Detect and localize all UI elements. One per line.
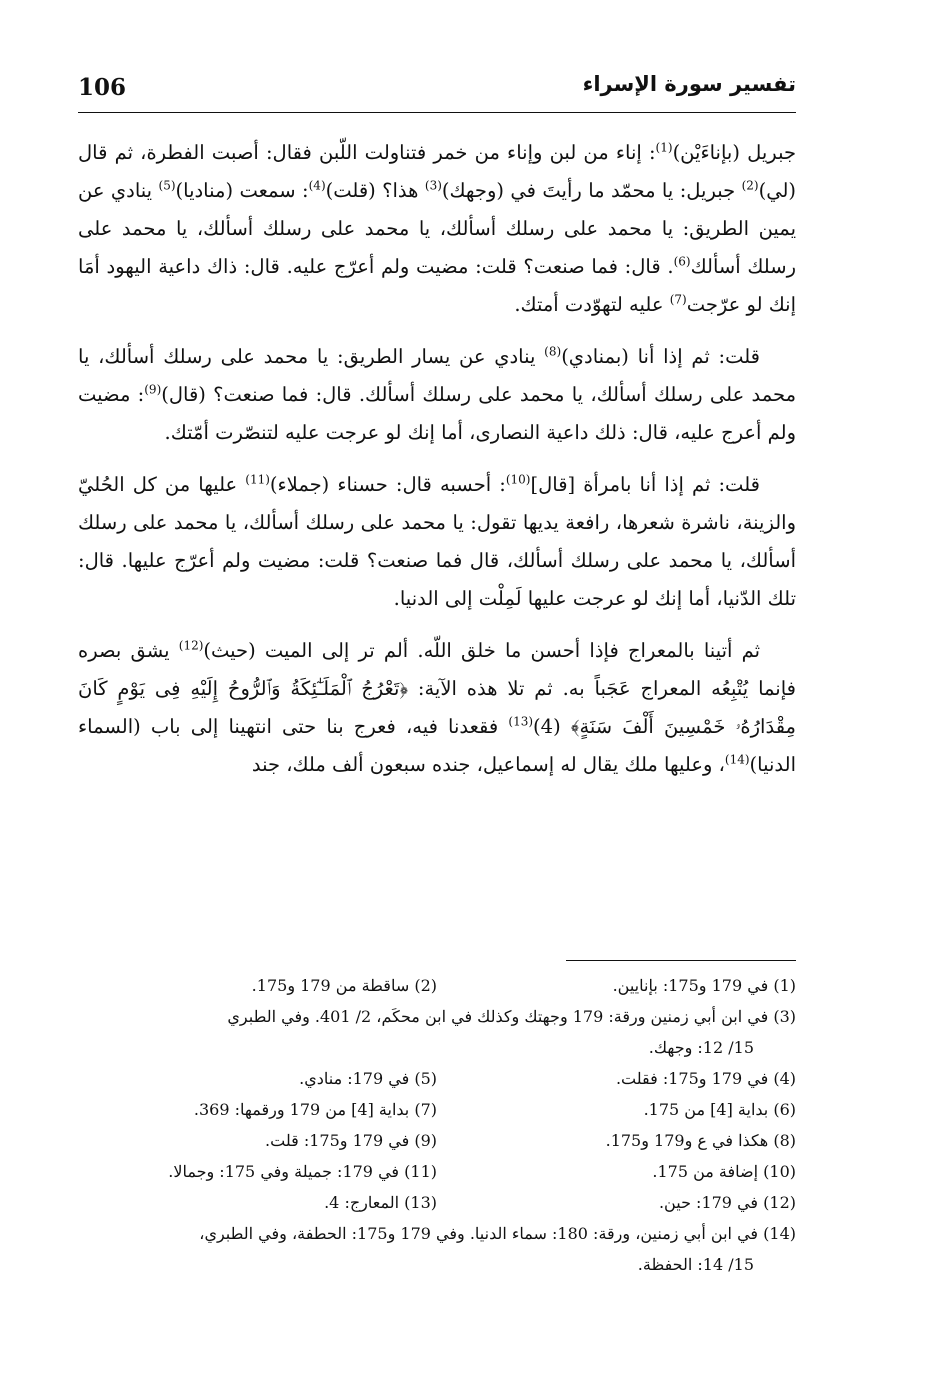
page-number: 106 bbox=[78, 74, 127, 101]
text-run: فقعدنا فيه، فعرج بنا حتى انتهينا إلى باب (السماء الدنيا) bbox=[78, 715, 796, 776]
footnote: (6) بداية [4] من 175. bbox=[643, 1100, 796, 1119]
footnote-reference: (11) bbox=[245, 472, 270, 487]
running-title: تفسير سورة الإسراء bbox=[582, 72, 796, 96]
footnote-reference: (14) bbox=[724, 752, 750, 767]
text-run: . قال: فما صنعت؟ قلت: مضيت ولم أعرّج عليه. قال: ذاك داعية اليهود أمَا إنك لو عرّجت bbox=[78, 255, 796, 316]
text-run: جبريل: يا محمّد ما رأيتَ في (وجهك) bbox=[441, 179, 742, 202]
footnote-continuation: 15/ 12: وجهك. bbox=[648, 1038, 754, 1057]
footnote-continuation: 15/ 14: الحفظة. bbox=[637, 1255, 754, 1274]
footnote-row bbox=[78, 1249, 796, 1280]
footnote: (10) إضافة من 175. bbox=[652, 1162, 796, 1181]
text-run: : مضيت ولم أعرج عليه، قال: ذلك داعية النصارى، أما إنك لو عرجت عليه لتنصّرت أمّتك. bbox=[78, 383, 796, 444]
footnote-reference: (8) bbox=[544, 344, 562, 359]
text-run: ينادي عن يسار الطريق: يا محمد على رسلك أسألك، يا محمد على رسلك أسألك، يا محمد على رسلك أسألك. قال: فما صنعت؟ (قال) bbox=[78, 345, 797, 406]
footnote-reference: (10) bbox=[505, 472, 531, 487]
footnote-row bbox=[78, 1032, 796, 1063]
footnote-separator bbox=[566, 960, 796, 961]
text-run: هذا؟ (قلت) bbox=[325, 179, 425, 202]
footnote: (7) بداية [4] من 179 ورقمها: 369. bbox=[193, 1100, 437, 1119]
footnotes bbox=[78, 970, 796, 1280]
footnote: (11) في 179: جميلة وفي 175: وجمالا. bbox=[168, 1162, 437, 1181]
text-run: : أحسبه قال: حسناء (جملاء) bbox=[269, 473, 506, 496]
footnote-reference: (5) bbox=[158, 178, 176, 193]
footnote-reference: (2) bbox=[741, 178, 759, 193]
text-run: جبريل (بإناءَيْن) bbox=[672, 141, 797, 164]
footnote-row bbox=[78, 1187, 796, 1218]
text-run: قلت: ثم إذا أنا (بمنادي) bbox=[561, 345, 760, 368]
footnote: (9) في 179 و175: قلت. bbox=[265, 1131, 437, 1150]
text-run: ، وعليها ملك يقال له إسماعيل، جنده سبعون ألف ملك، جند bbox=[251, 753, 725, 776]
footnote: (14) في ابن أبي زمنين، ورقة: 180: سماء الدنيا. وفي 179 و175: الحطفة، وفي الطبري، bbox=[199, 1224, 796, 1243]
footnote-row bbox=[78, 1001, 796, 1032]
footnote-reference: (3) bbox=[424, 178, 442, 193]
text-run: ينادي عن يمين الطريق: يا محمد على رسلك أسألك، يا محمد على رسلك أسألك، يا محمد على رسلك أسألك bbox=[78, 179, 797, 278]
body-paragraph bbox=[78, 466, 796, 618]
body-paragraph bbox=[78, 632, 796, 784]
footnote: (5) في 179: منادي. bbox=[299, 1069, 437, 1088]
footnote-row bbox=[78, 970, 796, 1001]
text-run: عليه لتهوّدت أمتك. bbox=[514, 293, 670, 316]
text-run: : إناء من لبن وإناء من خمر فتناولت اللّبن فقال: أصبت الفطرة، ثم قال (لي) bbox=[78, 141, 797, 202]
footnote-reference: (12) bbox=[178, 638, 204, 653]
footnote-reference: (13) bbox=[508, 714, 534, 729]
page-header bbox=[78, 72, 796, 110]
footnote-reference: (1) bbox=[655, 140, 673, 155]
text-run: يشق بصره فإنما يُتْبِعُه المعراج عَجَباً به. ثم تلا هذه الآية: ﴿تَعْرُجُ ٱلْمَلَـٰٓئِكَةُ وَٱلرُّوحُ إِلَيْهِ فِى يَوْمٍ كَانَ مِقْدَارُهُۥ خَمْسِينَ أَلْفَ سَنَةٍ﴾ (4) bbox=[78, 639, 796, 738]
footnote: (3) في ابن أبي زمنين ورقة: 179 وجهتك وكذلك في ابن محكَم، 2/ 401. وفي الطبري bbox=[227, 1007, 796, 1026]
footnote-reference: (6) bbox=[673, 254, 691, 269]
footnote-reference: (4) bbox=[308, 178, 326, 193]
body-paragraph bbox=[78, 338, 796, 452]
footnote-row bbox=[78, 1218, 796, 1249]
footnote: (12) في 179: حين. bbox=[658, 1193, 796, 1212]
footnote: (13) المعارج: 4. bbox=[324, 1193, 437, 1212]
footnote-row bbox=[78, 1156, 796, 1187]
footnote-row bbox=[78, 1125, 796, 1156]
header-rule bbox=[78, 112, 796, 113]
footnote: (2) ساقطة من 179 و175. bbox=[251, 976, 437, 995]
footnote: (8) هكذا في ع و179 و175. bbox=[605, 1131, 796, 1150]
text-run: ثم أتينا بالمعراج فإذا أحسن ما خلق اللّه. ألم تر إلى الميت (حيث) bbox=[203, 639, 760, 662]
body-paragraph bbox=[78, 134, 796, 324]
main-text bbox=[78, 134, 796, 798]
text-run: : سمعت (مناديا) bbox=[175, 179, 309, 202]
footnote-reference: (9) bbox=[144, 382, 162, 397]
footnote: (4) في 179 و175: فقلت. bbox=[615, 1069, 796, 1088]
footnote-row bbox=[78, 1094, 796, 1125]
text-run: عليها من كل الحُليّ والزينة، ناشرة شعرها، رافعة يديها تقول: يا محمد على رسلك أسألك، يا محمد على رسلك أسألك، يا محمد على رسلك أسألك، قال فما صنعت؟ قلت: مضيت ولم أعرّج عليها. قال: تلك الدّنيا، أما إنك لو عرجت عليها لَمِلْت إلى الدنيا. bbox=[78, 473, 796, 610]
footnote-row bbox=[78, 1063, 796, 1094]
footnote-reference: (7) bbox=[669, 292, 687, 307]
text-run: قلت: ثم إذا أنا بامرأة [قال] bbox=[530, 473, 760, 496]
footnote: (1) في 179 و175: بإنايين. bbox=[612, 976, 796, 995]
